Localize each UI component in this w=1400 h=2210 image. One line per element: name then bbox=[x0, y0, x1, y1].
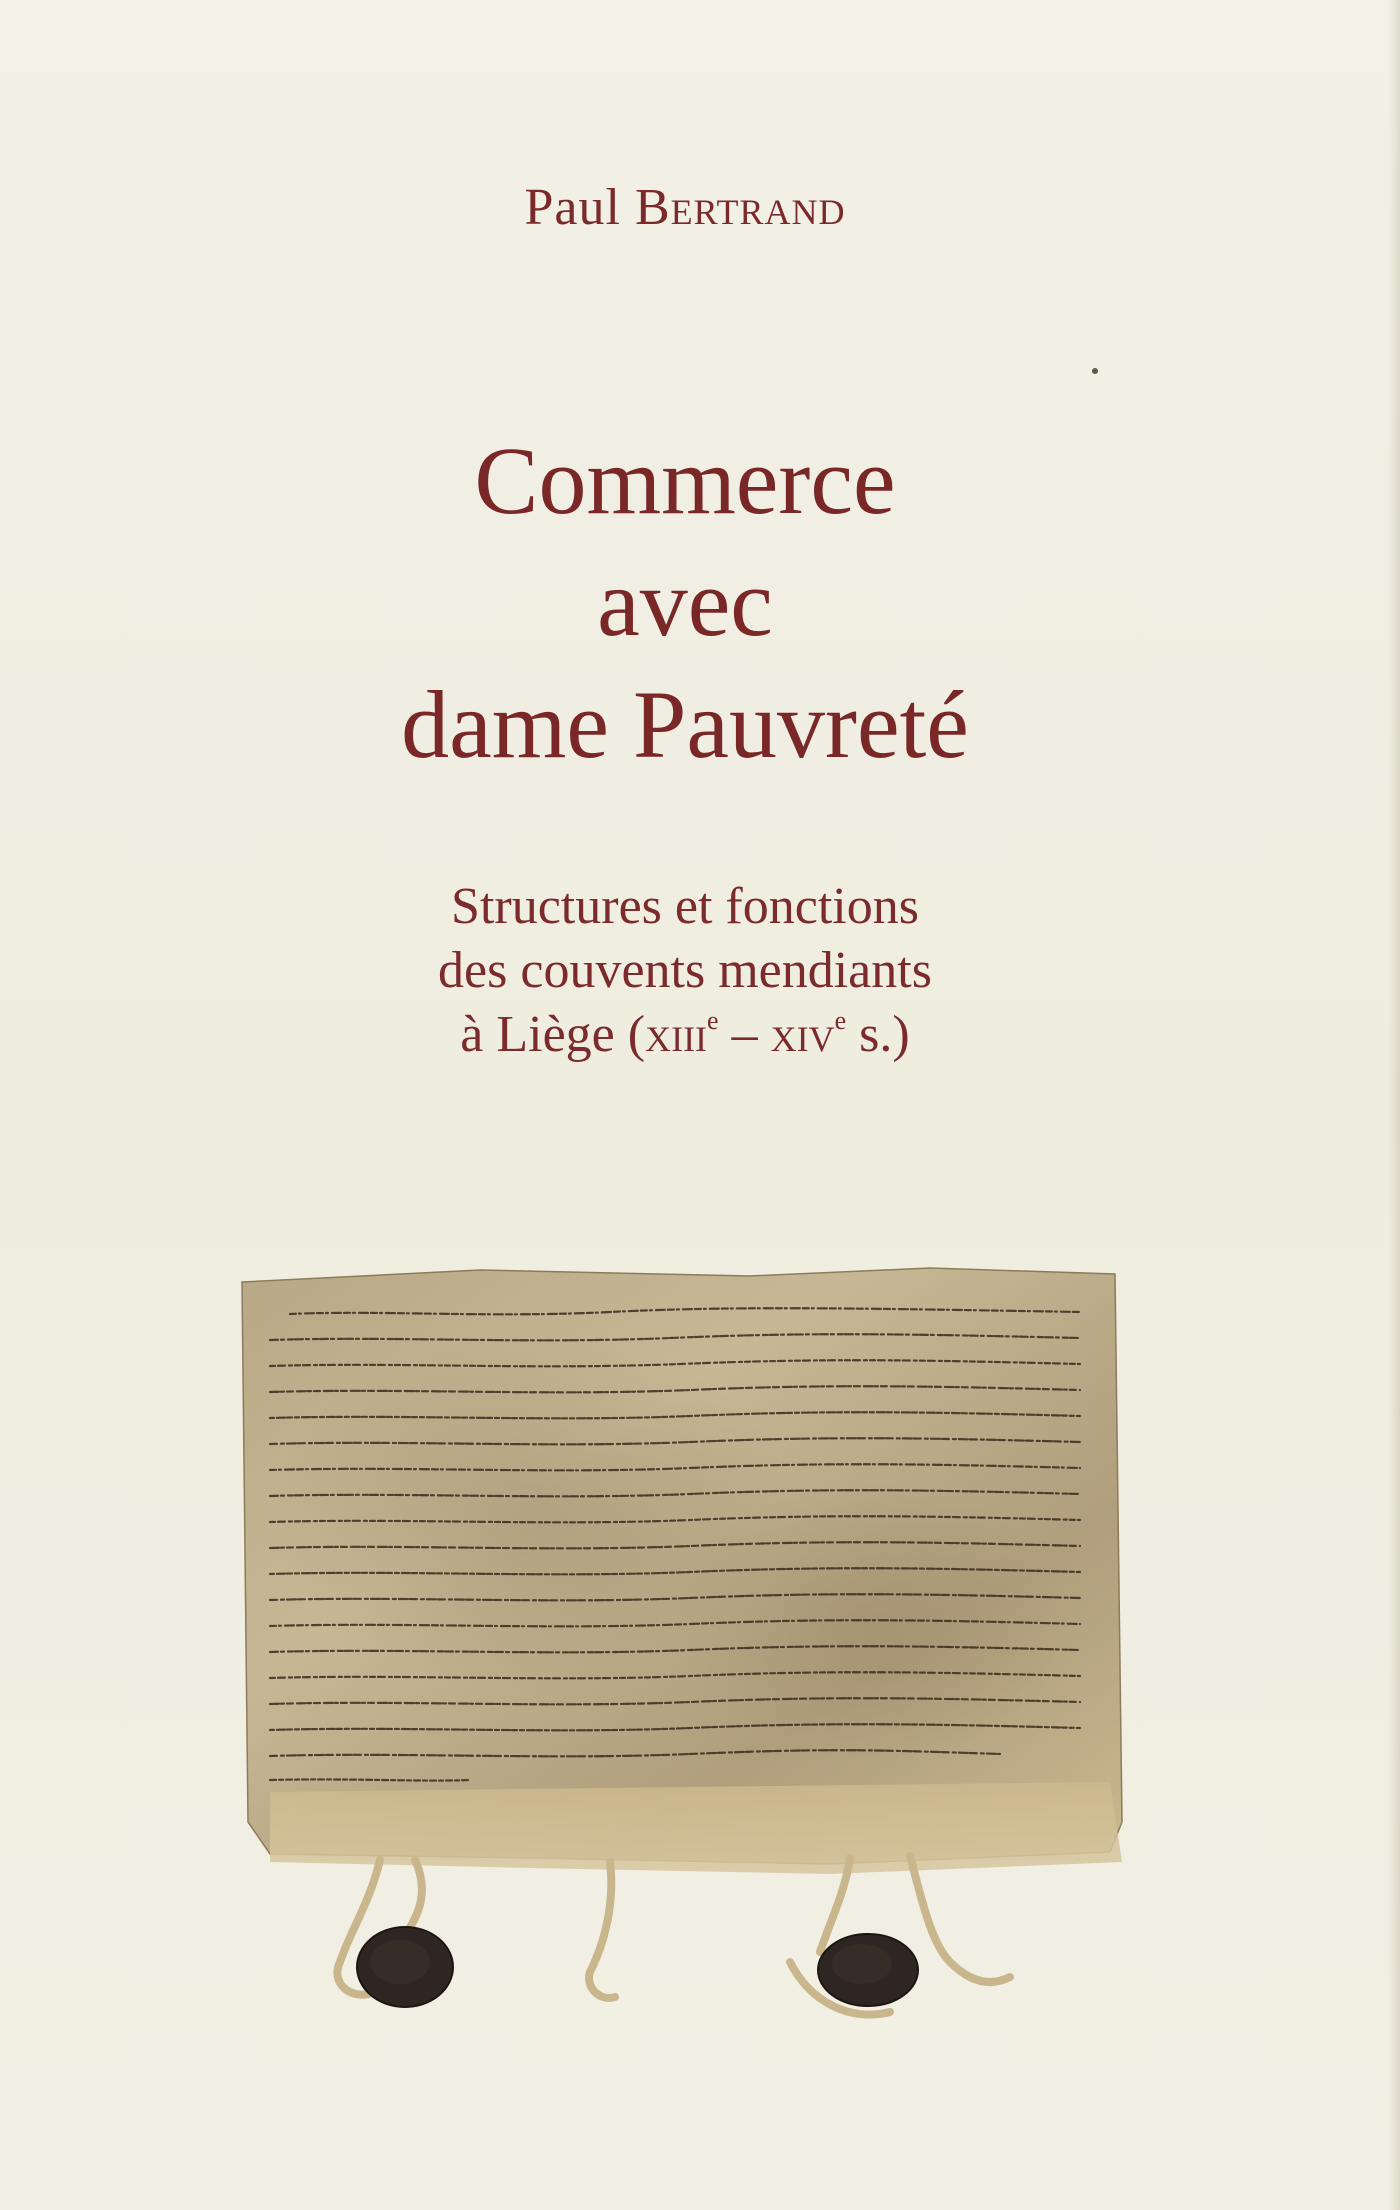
century-end: xiv bbox=[770, 1006, 835, 1063]
author-name bbox=[0, 178, 1370, 237]
cover-edge-shadow bbox=[1388, 0, 1400, 2210]
parchment-fold bbox=[270, 1782, 1122, 1874]
subtitle-line-3 bbox=[0, 1003, 1370, 1067]
subtitle-place: à Liège ( bbox=[460, 1006, 646, 1063]
century-end-sup: e bbox=[834, 1006, 847, 1035]
title-line-2: avec bbox=[597, 549, 773, 656]
subtitle-suffix: s.) bbox=[846, 1006, 910, 1063]
author-last-name: Bertrand bbox=[634, 179, 846, 236]
book-subtitle bbox=[0, 875, 1370, 1067]
speck-mark bbox=[1092, 368, 1098, 374]
subtitle-line-2: des couvents mendiants bbox=[438, 942, 932, 999]
book-title bbox=[0, 420, 1370, 786]
century-dash: – bbox=[718, 1006, 771, 1063]
medieval-charter-image bbox=[230, 1262, 1130, 2032]
century-start: xiii bbox=[645, 1006, 708, 1063]
subtitle-line-1: Structures et fonctions bbox=[451, 878, 919, 935]
author-first-name: Paul bbox=[524, 179, 621, 236]
century-start-sup: e bbox=[707, 1006, 719, 1035]
title-line-1: Commerce bbox=[474, 427, 896, 534]
title-line-3: dame Pauvreté bbox=[401, 671, 969, 778]
